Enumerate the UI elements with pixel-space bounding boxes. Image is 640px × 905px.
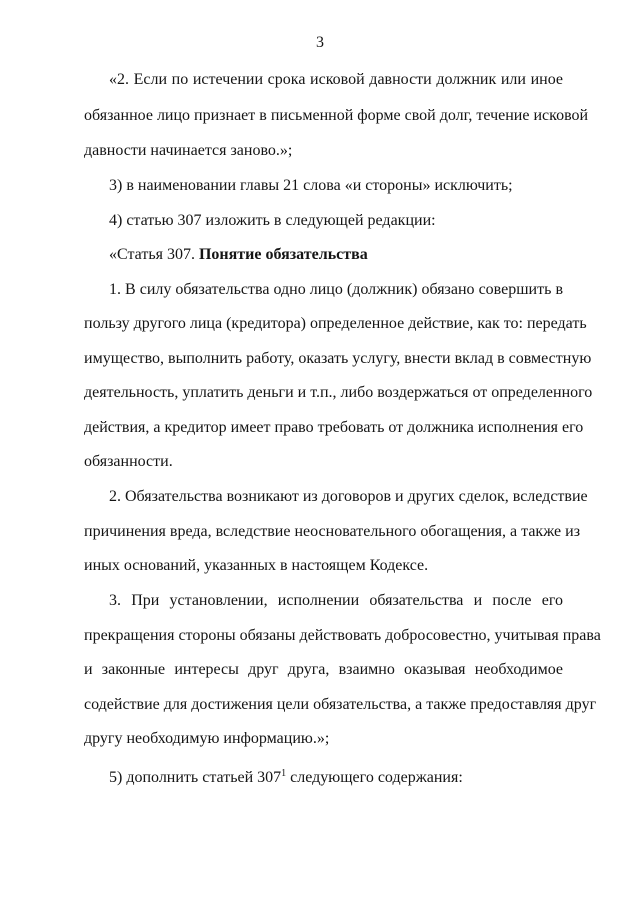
paragraph-line: 3. При установлении, исполнении обязательства и после его [109, 592, 563, 609]
paragraph-line: иных оснований, указанных в настоящем Кодексе. [84, 557, 429, 574]
list-item-5 [109, 768, 463, 788]
article-heading-title: Понятие обязательства [198, 246, 368, 263]
paragraph-line: обязанности. [84, 453, 173, 470]
list-item-4: 4) статью 307 изложить в следующей редакции: [109, 212, 436, 229]
paragraph-line: имущество, выполнить работу, оказать услугу, внести вклад в совместную [84, 350, 592, 367]
paragraph-line: «2. Если по истечении срока исковой давности должник или иное [109, 71, 563, 88]
article-heading [109, 245, 368, 265]
paragraph-line: 1. В силу обязательства одно лицо (должник) обязано совершить в [109, 281, 563, 298]
article-heading-prefix: «Статья 307. [109, 246, 195, 263]
paragraph-line: содействие для достижения цели обязательства, а также предоставляя друг [84, 696, 597, 713]
list-item-5-text: 5) дополнить статьей 307 [109, 769, 282, 786]
paragraph-line: действия, а кредитор имеет право требовать от должника исполнения его [84, 419, 584, 436]
paragraph-line: причинения вреда, вследствие неосновательного обогащения, а также из [84, 523, 581, 540]
page-number: 3 [316, 34, 324, 51]
paragraph-line: деятельность, уплатить деньги и т.п., либо воздержаться от определенного [84, 384, 593, 401]
list-item-3: 3) в наименовании главы 21 слова «и стороны» исключить; [109, 177, 513, 194]
paragraph-line: прекращения стороны обязаны действовать добросовестно, учитывая права [84, 627, 601, 644]
paragraph-line: и законные интересы друг друга, взаимно оказывая необходимое [84, 661, 563, 678]
paragraph-line: обязанное лицо признает в письменной форме свой долг, течение исковой [84, 107, 589, 124]
list-item-5-tail: следующего содержания: [286, 769, 463, 786]
paragraph-line: другу необходимую информацию.»; [84, 730, 330, 747]
paragraph-line: пользу другого лица (кредитора) определенное действие, как то: передать [84, 315, 587, 332]
paragraph-line: давности начинается заново.»; [84, 142, 293, 159]
paragraph-line: 2. Обязательства возникают из договоров и других сделок, вследствие [109, 488, 588, 505]
superscript-index: 1 [281, 768, 287, 779]
